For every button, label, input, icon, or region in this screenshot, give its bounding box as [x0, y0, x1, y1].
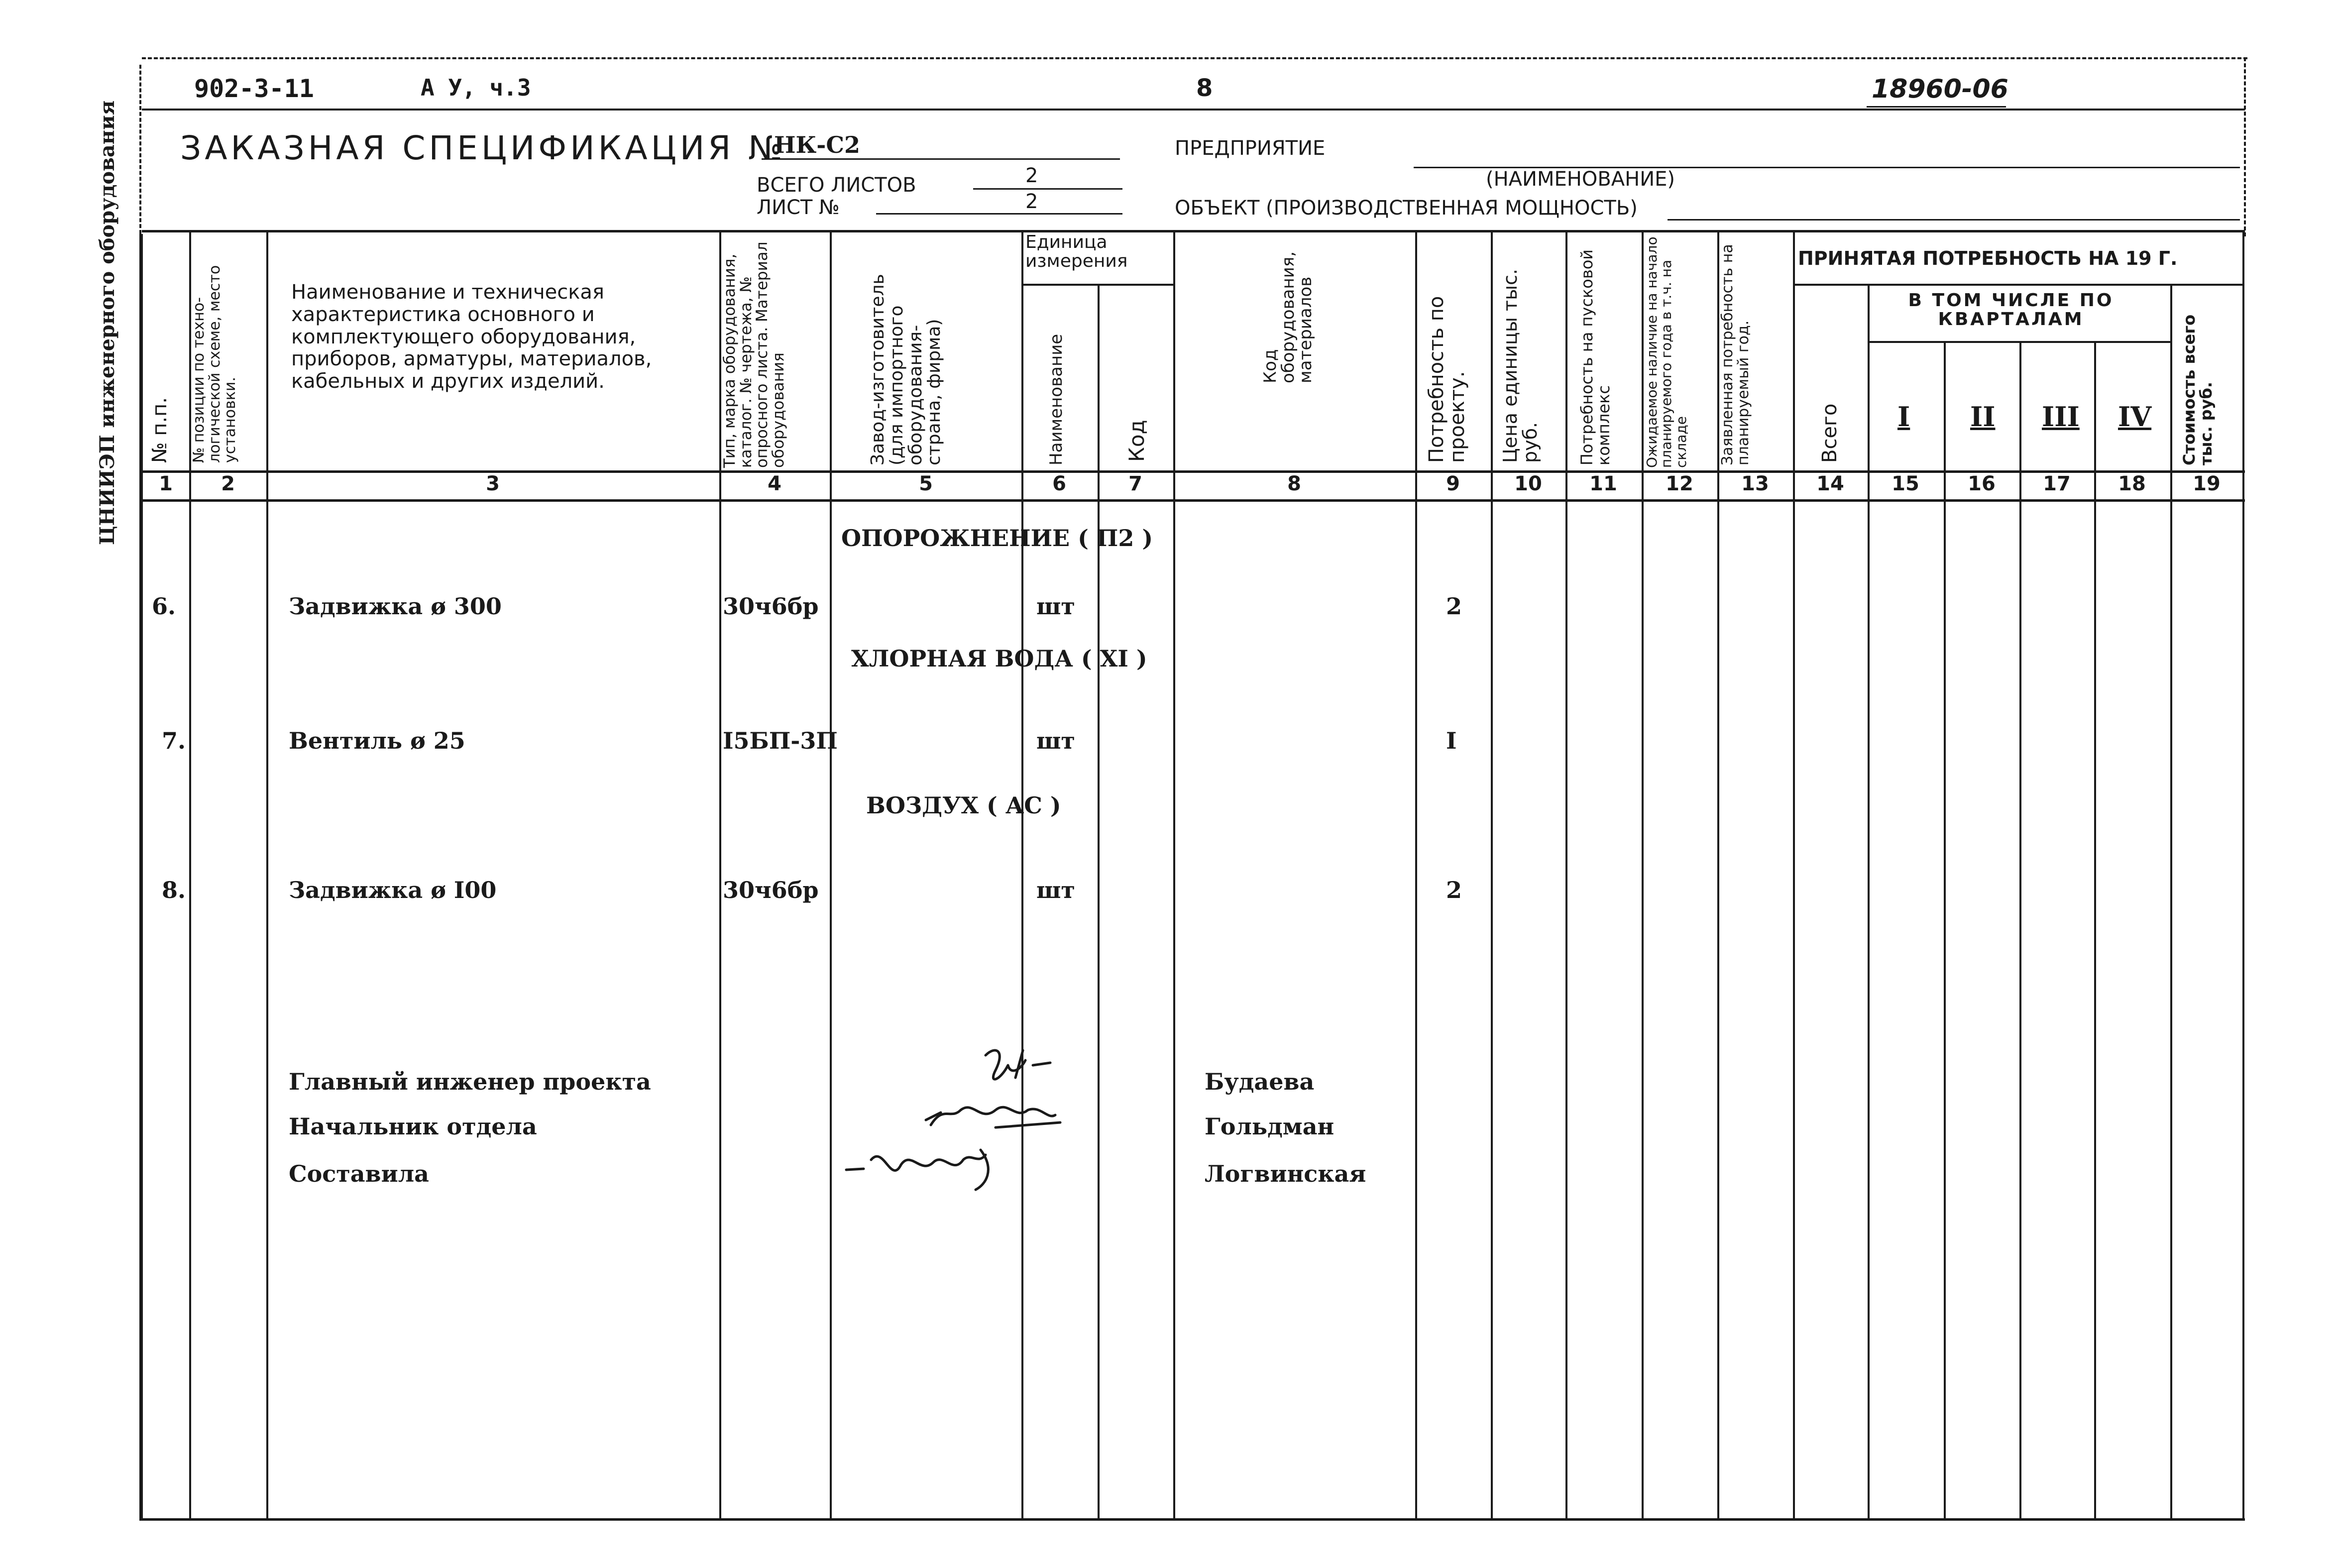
row-8-number: 8. — [162, 877, 186, 903]
section-heading-xi: ХЛОРНАЯ ВОДА ( ХI ) — [851, 645, 1147, 672]
unit-group-rule — [1021, 284, 1173, 286]
header-col-2: № позиции по техно-логической схеме, место установки. — [190, 265, 239, 463]
enterprise-note: (НАИМЕНОВАНИЕ) — [1486, 168, 1675, 191]
spec-number-underline — [762, 158, 1120, 160]
column-number-8: 8 — [1287, 472, 1301, 495]
col-sep-8 — [1415, 230, 1417, 1518]
header-rule — [142, 109, 2245, 111]
col-sep-14 — [1868, 284, 1870, 1518]
col-sep-9 — [1491, 230, 1493, 1518]
left-border — [139, 234, 143, 1521]
header-col-10: Цена единицы тыс. руб. — [1499, 268, 1541, 463]
header-col-9: Потребность по проекту. — [1425, 296, 1469, 463]
column-number-3: 3 — [486, 472, 500, 495]
header-accepted-group: ПРИНЯТАЯ ПОТРЕБНОСТЬ НА 19 Г. — [1798, 247, 2178, 269]
signature-role-department-head: Начальник отдела — [289, 1113, 537, 1140]
sheet-value: 2 — [1025, 190, 1038, 213]
col-sep-6 — [1098, 284, 1100, 1518]
bottom-rule — [142, 1518, 2245, 1521]
signature-role-chief-engineer: Главный инженер проекта — [289, 1068, 651, 1095]
row-6-number: 6. — [152, 593, 176, 620]
column-number-11: 11 — [1589, 472, 1617, 495]
row-8-unit: шт — [1036, 877, 1075, 903]
header-col-13: Заявленная потребность на планируемый год. — [1719, 244, 1752, 465]
quarter-group-rule — [1868, 341, 2170, 343]
column-number-rule — [142, 470, 2245, 473]
signature-name-compiler: Логвинская — [1205, 1160, 1366, 1187]
total-sheets-value: 2 — [1025, 164, 1038, 187]
row-6-name: Задвижка ø 300 — [289, 593, 502, 620]
inventory-underline — [1867, 106, 2006, 108]
signature-role-compiler: Составила — [289, 1160, 429, 1187]
column-number-18: 18 — [2118, 472, 2146, 495]
header-col-6: Наименование — [1046, 334, 1066, 465]
col-sep-17 — [2094, 341, 2096, 1518]
handwritten-signatures — [836, 1035, 1145, 1205]
doc-code: 902-3-11 — [194, 74, 314, 103]
column-number-9: 9 — [1446, 472, 1460, 495]
col-sep-7 — [1173, 230, 1175, 1518]
column-number-5: 5 — [919, 472, 933, 495]
sheet-label: ЛИСТ № — [757, 196, 840, 219]
column-number-13: 13 — [1741, 472, 1769, 495]
header-col-12: Ожидаемое наличие на начало планируемого года в т.ч. на складе — [1644, 236, 1689, 468]
col-sep-10 — [1565, 230, 1567, 1518]
row-8-name: Задвижка ø I00 — [289, 877, 497, 903]
total-sheets-line — [973, 188, 1122, 190]
row-7-type: I5БП-3П — [723, 727, 838, 754]
row-6-qty: 2 — [1446, 593, 1462, 620]
column-number-4: 4 — [768, 472, 781, 495]
column-number-6: 6 — [1052, 472, 1066, 495]
quarter-1-label: I — [1897, 401, 1910, 433]
page-number: 8 — [1196, 74, 1213, 102]
column-number-15: 15 — [1892, 472, 1919, 495]
col-sep-18 — [2170, 284, 2172, 1518]
col-sep-5 — [1021, 230, 1023, 1518]
column-number-19: 19 — [2193, 472, 2221, 495]
column-number-14: 14 — [1816, 472, 1844, 495]
col-sep-16 — [2019, 341, 2021, 1518]
column-number-16: 16 — [1968, 472, 1996, 495]
section-heading-ac: ВОЗДУХ ( АС ) — [866, 792, 1061, 819]
quarter-4-label: IV — [2118, 401, 2152, 433]
header-col-14: Всего — [1818, 403, 1841, 463]
top-border — [142, 57, 2247, 59]
column-number-7: 7 — [1128, 472, 1142, 495]
column-number-12: 12 — [1666, 472, 1693, 495]
column-number-1: 1 — [159, 472, 173, 495]
side-stamp: ЦНИИЭП инженерного оборудования — [96, 100, 119, 545]
spec-title: ЗАКАЗНАЯ СПЕЦИФИКАЦИЯ № — [180, 129, 786, 167]
right-edge — [2242, 230, 2244, 1518]
row-7-unit: шт — [1036, 727, 1075, 754]
col-sep-2 — [266, 230, 268, 1518]
sheet-line — [876, 213, 1122, 215]
inventory-number: 18960-06 — [1872, 74, 2008, 104]
row-7-name: Вентиль ø 25 — [289, 727, 465, 754]
section-heading-p2: ОПОРОЖНЕНИЕ ( П2 ) — [841, 525, 1153, 552]
header-col-4: Тип, марка оборудования, каталог. № чертежа, № опросного листа. Материал оборудования — [721, 241, 787, 468]
album-label: А У, ч.3 — [421, 74, 531, 101]
col-sep-13 — [1793, 230, 1795, 1518]
header-col-7: Код — [1124, 420, 1149, 462]
row-7-qty: I — [1446, 727, 1457, 754]
header-col-3: Наименование и техническая характеристика основного и комплектующего оборудования, приборов, арматуры, материалов, кабельных и других изделий. — [291, 281, 652, 393]
accepted-group-rule — [1793, 284, 2243, 286]
body-top-rule — [142, 499, 2245, 502]
object-line — [1668, 219, 2240, 221]
table-top-rule — [142, 230, 2245, 232]
column-number-2: 2 — [221, 472, 235, 495]
row-8-qty: 2 — [1446, 877, 1462, 903]
row-6-unit: шт — [1036, 593, 1075, 620]
total-sheets-label: ВСЕГО ЛИСТОВ — [757, 174, 916, 197]
signature-name-department-head: Гольдман — [1205, 1113, 1335, 1140]
row-6-type: 30ч6бр — [723, 593, 819, 620]
header-quarter-group: В ТОМ ЧИСЛЕ ПО КВАРТАЛАМ — [1908, 290, 2114, 330]
header-unit-group: Единица измерения — [1025, 232, 1128, 271]
quarter-3-label: III — [2042, 401, 2080, 433]
spec-number: НК-С2 — [774, 131, 861, 158]
header-col-19: Стоимость всего тыс. руб. — [2180, 314, 2216, 465]
header-col-11: Потребность на пусковой комплекс — [1577, 249, 1613, 465]
enterprise-label: ПРЕДПРИЯТИЕ — [1175, 137, 1326, 160]
col-sep-4 — [830, 230, 832, 1518]
header-col-5: Завод-изготовитель (для импортного оборудования-страна, фирма) — [868, 274, 945, 465]
row-8-type: 30ч6бр — [723, 877, 819, 903]
object-label: ОБЪЕКТ (ПРОИЗВОДСТВЕННАЯ МОЩНОСТЬ) — [1175, 197, 1638, 220]
col-sep-15 — [1944, 341, 1946, 1518]
quarter-2-label: II — [1970, 401, 1996, 433]
header-col-1: № п.п. — [148, 397, 171, 463]
right-border — [2244, 57, 2246, 236]
column-number-10: 10 — [1514, 472, 1542, 495]
signature-name-chief-engineer: Будаева — [1205, 1068, 1315, 1095]
column-number-17: 17 — [2043, 472, 2071, 495]
left-border-top — [139, 65, 141, 234]
header-col-8: Код оборудования, материалов — [1260, 251, 1316, 383]
row-7-number: 7. — [162, 727, 186, 754]
